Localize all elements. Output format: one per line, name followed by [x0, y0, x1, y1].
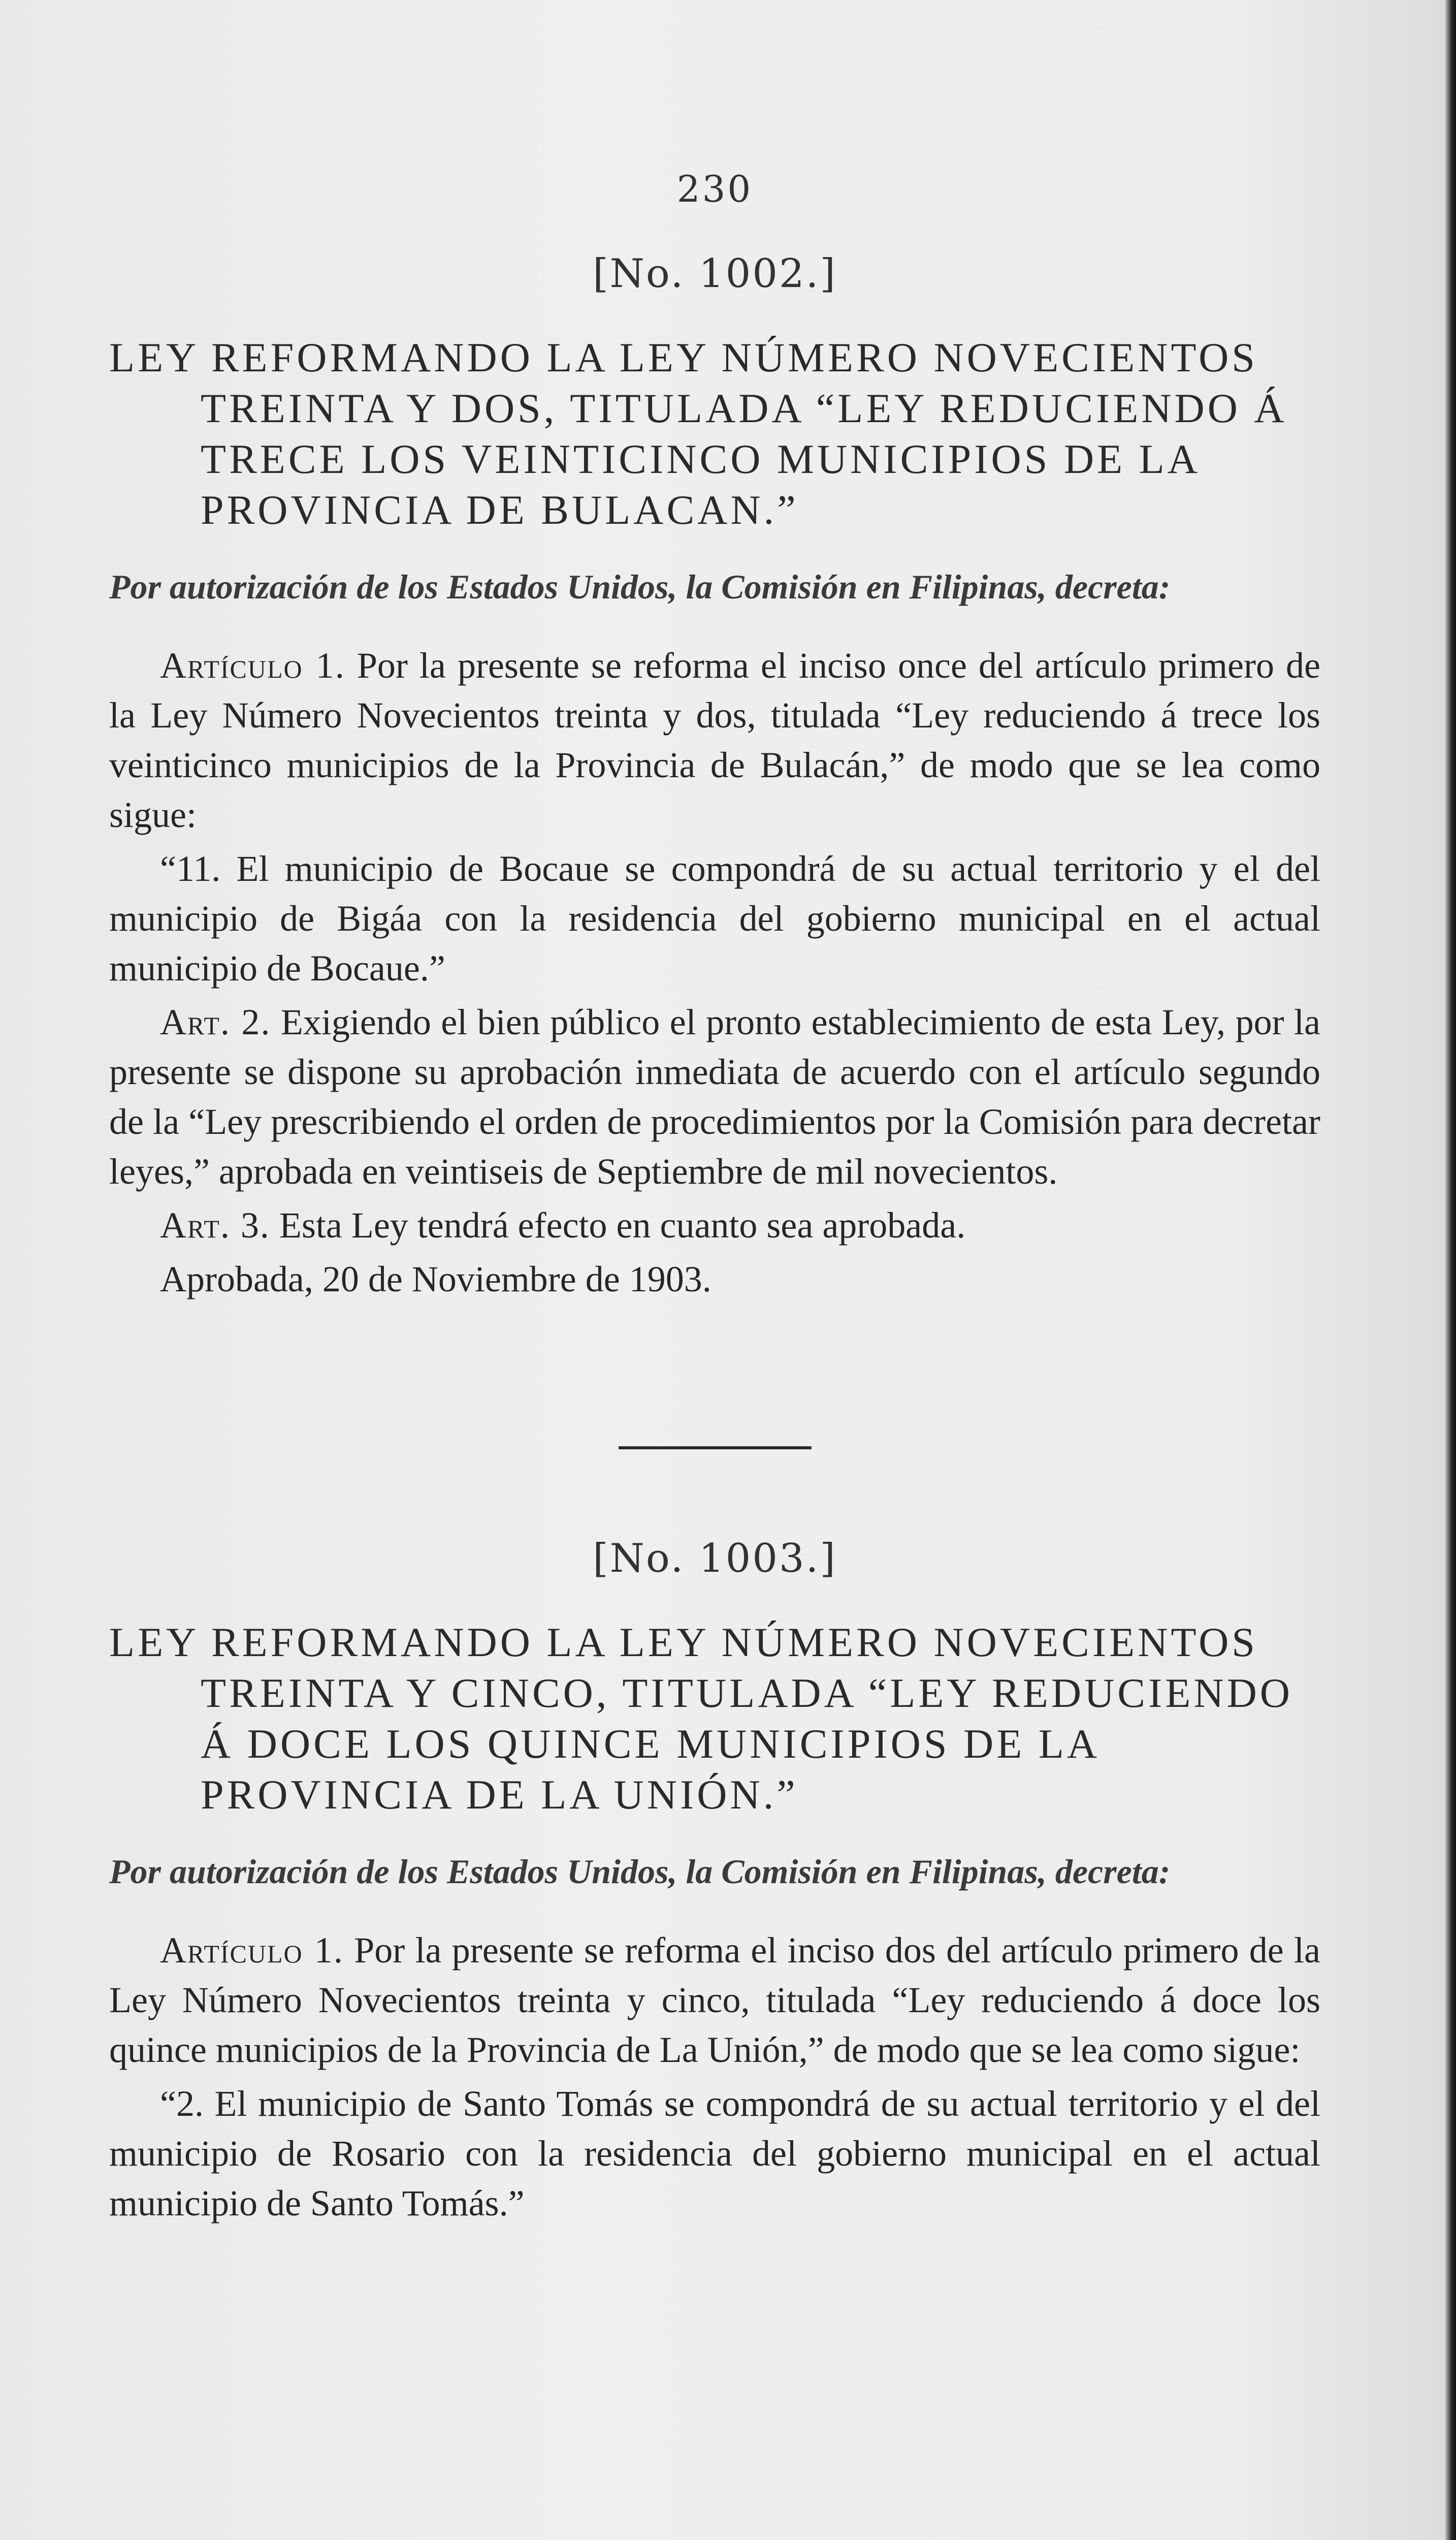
article-label: Art. 2.: [160, 1002, 271, 1042]
page-number: 230: [676, 168, 753, 210]
article-paragraph: [109, 997, 1320, 1196]
article-text: “11. El municipio de Bocaue se compondrá de su actual territorio y el del municipio de Bigáa con la residencia del gobierno municipal en el actual municipio de Bocaue.”: [109, 848, 1320, 989]
page-edge-shadow: [1445, 0, 1456, 2540]
section-separator: [619, 1446, 812, 1449]
article-label: Artículo 1.: [160, 1930, 344, 1971]
article-label: Art. 3.: [160, 1205, 270, 1246]
law-title: LEY REFORMANDO LA LEY NÚMERO NOVECIENTOS TREINTA Y DOS, TITULADA “LEY REDUCIENDO Á TRECE LOS VEINTICINCO MUNICIPIOS DE LA PROVINCIA DE BULACAN.”: [109, 334, 1287, 533]
page-content: [109, 168, 1320, 2232]
article-text: Exigiendo el bien público el pronto establecimiento de esta Ley, por la presente se dispone su aprobación inmediata de acuerdo con el artículo segundo de la “Ley prescribiendo el orden de procedimientos por la Comisión para decretar leyes,” aprobada en veintiseis de Septiembre de mil novecientos.: [109, 1002, 1321, 1192]
article-text: Esta Ley tendrá efecto en cuanto sea aprobada.: [279, 1205, 966, 1246]
article-text: Por la presente se reforma el inciso once del artículo primero de la Ley Número Novecientos treinta y dos, titulada “Ley reduciendo á trece los veinticinco municipios de la Provincia de Bulacán,” de modo que se lea como sigue:: [109, 645, 1321, 835]
article-paragraph: [109, 1925, 1320, 2075]
law-section: [109, 251, 1320, 1304]
law-section: [109, 1536, 1320, 2228]
approval-date: [109, 1254, 1320, 1304]
enacting-clause: Por autorización de los Estados Unidos, la Comisión en Filipinas, decreta:: [109, 1852, 1171, 1891]
law-number: [No. 1002.]: [593, 251, 837, 297]
article-paragraph: [109, 844, 1320, 993]
article-text: Por la presente se reforma el inciso dos del artículo primero de la Ley Número Novecientos treinta y cinco, titulada “Ley reduciendo á doce los quince municipios de la Provincia de La Unión,” de modo que se lea como sigue:: [109, 1930, 1321, 2070]
article-label: Artículo 1.: [160, 645, 345, 686]
enacting-clause: Por autorización de los Estados Unidos, la Comisión en Filipinas, decreta:: [109, 567, 1171, 606]
article-text: Aprobada, 20 de Noviembre de 1903.: [160, 1259, 711, 1299]
article-paragraph: [109, 2079, 1320, 2228]
article-text: “2. El municipio de Santo Tomás se compondrá de su actual territorio y el del municipio de Rosario con la residencia del gobierno municipal en el actual municipio de Santo Tomás.”: [109, 2083, 1320, 2224]
law-number: [No. 1003.]: [593, 1536, 837, 1581]
article-paragraph: [109, 1200, 1320, 1250]
law-title: LEY REFORMANDO LA LEY NÚMERO NOVECIENTOS TREINTA Y CINCO, TITULADA “LEY REDUCIENDO Á DOCE LOS QUINCE MUNICIPIOS DE LA PROVINCIA DE LA UNIÓN.”: [109, 1619, 1293, 1818]
article-paragraph: [109, 641, 1320, 840]
